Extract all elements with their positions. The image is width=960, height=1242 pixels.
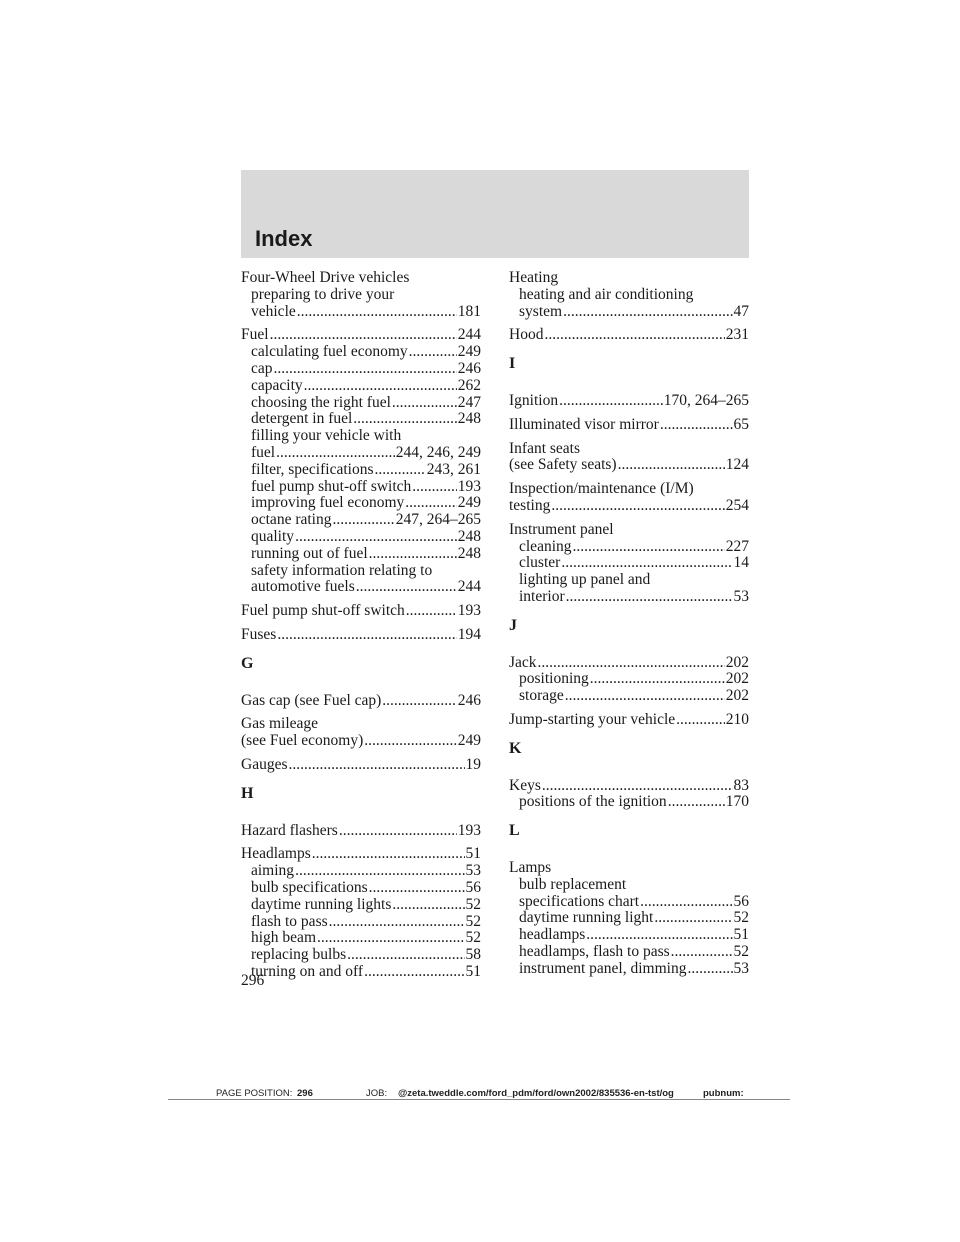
index-entry <box>241 846 481 980</box>
index-subentry <box>509 961 749 978</box>
leader-dots <box>364 733 457 750</box>
index-entry <box>241 823 481 840</box>
page-reference: 52 <box>465 912 481 930</box>
index-subentry <box>241 445 481 462</box>
leader-dots <box>339 823 457 840</box>
index-entry <box>241 270 481 320</box>
footer-rule <box>168 1099 790 1100</box>
page-reference: 231 <box>725 326 749 344</box>
leader-dots <box>274 361 457 378</box>
page-reference: 58 <box>465 946 481 964</box>
index-column-right <box>509 270 749 985</box>
index-entry-line <box>509 481 749 498</box>
leader-dots <box>544 327 724 344</box>
leader-dots <box>276 445 395 462</box>
entry-text: Instrument panel <box>509 520 614 538</box>
page-reference: 181 <box>457 302 481 320</box>
entry-text: instrument panel, dimming <box>519 959 687 977</box>
index-subentry <box>241 930 481 947</box>
index-subentry <box>241 395 481 412</box>
entry-text: (see Fuel economy) <box>241 732 364 750</box>
leader-dots <box>671 944 733 961</box>
page-reference: 51 <box>465 962 481 980</box>
page-number: 296 <box>241 972 265 989</box>
index-subentry <box>241 428 481 445</box>
page-reference: 65 <box>733 415 749 433</box>
page-reference: 170, 264–265 <box>663 391 749 409</box>
index-subentry <box>509 927 749 944</box>
entry-text: aiming <box>251 862 295 880</box>
index-subentry <box>241 304 481 321</box>
index-entry-line <box>241 716 481 733</box>
leader-dots <box>405 495 457 512</box>
footer-position-label: PAGE POSITION: <box>216 1088 293 1099</box>
footer-position-value: 296 <box>297 1088 313 1099</box>
entry-text: vehicle <box>251 302 296 320</box>
entry-text: filter, specifications <box>251 460 374 478</box>
index-column-left <box>241 270 481 988</box>
leader-dots <box>329 914 465 931</box>
entry-text: Fuel <box>241 326 269 344</box>
index-entry <box>509 327 749 344</box>
leader-dots <box>369 546 457 563</box>
leader-dots <box>270 327 457 344</box>
index-entry <box>241 327 481 596</box>
index-entry-line <box>509 778 749 795</box>
leader-dots <box>660 417 733 434</box>
entry-text: Keys <box>509 776 541 794</box>
footer-job-label: JOB: <box>366 1088 388 1099</box>
index-subentry <box>509 539 749 556</box>
entry-text: Jack <box>509 653 537 671</box>
index-entry <box>509 481 749 515</box>
index-entry-line <box>241 823 481 840</box>
entry-text: testing <box>509 496 551 514</box>
index-entry <box>509 270 749 320</box>
entry-text: improving fuel economy <box>251 494 405 512</box>
page-reference: 52 <box>465 929 481 947</box>
leader-dots <box>573 539 725 556</box>
index-entry-line <box>241 627 481 644</box>
index-subentry <box>241 479 481 496</box>
entry-text: specifications chart <box>519 892 640 910</box>
index-subentry <box>509 944 749 961</box>
index-subentry <box>509 877 749 894</box>
entry-text: positioning <box>519 670 589 688</box>
page-reference: 124 <box>725 456 749 474</box>
index-entry-line <box>509 712 749 729</box>
entry-text: Illuminated visor mirror <box>509 415 659 433</box>
index-subentry <box>509 910 749 927</box>
entry-text: Headlamps <box>241 845 311 863</box>
entry-text: fuel <box>251 443 276 461</box>
index-entry <box>509 778 749 812</box>
index-entry-line <box>509 498 749 515</box>
entry-text: bulb replacement <box>519 875 627 893</box>
section-letter: J <box>509 616 517 634</box>
leader-dots <box>409 344 457 361</box>
entry-text: running out of fuel <box>251 544 368 562</box>
leader-dots <box>412 479 456 496</box>
page-reference: 244 <box>457 326 481 344</box>
index-entry-line <box>241 270 481 287</box>
entry-text: Hazard flashers <box>241 821 338 839</box>
entry-text: interior <box>519 587 565 605</box>
entry-text: choosing the right fuel <box>251 393 391 411</box>
page-reference: 246 <box>457 691 481 709</box>
leader-dots <box>295 529 457 546</box>
index-entry <box>241 757 481 774</box>
entry-text: Ignition <box>509 391 559 409</box>
index-entry <box>509 712 749 729</box>
entry-text: Infant seats <box>509 439 581 457</box>
entry-text: safety information relating to <box>251 561 433 579</box>
page-reference: 202 <box>725 687 749 705</box>
page-reference: 47 <box>733 302 749 320</box>
index-subentry <box>241 462 481 479</box>
page-reference: 248 <box>457 527 481 545</box>
entry-text: (see Safety seats) <box>509 456 617 474</box>
index-subentry <box>241 914 481 931</box>
leader-dots <box>687 961 732 978</box>
page-reference: 14 <box>733 554 749 572</box>
leader-dots <box>289 757 465 774</box>
index-subentry <box>241 512 481 529</box>
entry-text: fuel pump shut-off switch <box>251 477 412 495</box>
index-entry-line <box>509 457 749 474</box>
entry-text: Jump-starting your vehicle <box>509 710 676 728</box>
leader-dots <box>295 863 464 880</box>
leader-dots <box>353 411 456 428</box>
leader-dots <box>347 947 464 964</box>
page-reference: 243, 261 <box>426 460 481 478</box>
index-entry-line <box>241 693 481 710</box>
index-header-band <box>241 170 749 258</box>
index-subentry <box>509 794 749 811</box>
page-reference: 193 <box>457 477 481 495</box>
leader-dots <box>277 627 456 644</box>
entry-text: preparing to drive your <box>251 285 395 303</box>
index-entry <box>509 860 749 978</box>
entry-text: heating and air conditioning <box>519 285 694 303</box>
page-reference: 244, 246, 249 <box>395 443 481 461</box>
page-reference: 202 <box>725 653 749 671</box>
page-reference: 248 <box>457 410 481 428</box>
leader-dots <box>332 512 394 529</box>
entry-text: flash to pass <box>251 912 328 930</box>
entry-text: replacing bulbs <box>251 946 347 964</box>
leader-dots <box>542 778 733 795</box>
index-subentry <box>509 671 749 688</box>
page-reference: 247, 264–265 <box>395 511 481 529</box>
entry-text: positions of the ignition <box>519 793 667 811</box>
entry-text: detergent in fuel <box>251 410 353 428</box>
index-entry <box>509 522 749 606</box>
page-reference: 52 <box>465 895 481 913</box>
index-entry-line <box>509 393 749 410</box>
entry-text: Heating <box>509 269 559 286</box>
entry-text: quality <box>251 527 295 545</box>
page-reference: 170 <box>725 793 749 811</box>
index-entry <box>509 655 749 705</box>
leader-dots <box>297 304 457 321</box>
leader-dots <box>676 712 725 729</box>
entry-text: bulb specifications <box>251 878 368 896</box>
index-subentry <box>241 361 481 378</box>
leader-dots <box>312 846 465 863</box>
leader-dots <box>565 688 725 705</box>
entry-text: Gauges <box>241 755 288 773</box>
page-reference: 249 <box>457 494 481 512</box>
page-reference: 53 <box>733 959 749 977</box>
leader-dots <box>563 304 732 321</box>
index-entry <box>241 693 481 710</box>
entry-text: filling your vehicle with <box>251 427 402 445</box>
leader-dots <box>406 603 457 620</box>
leader-dots <box>369 880 465 897</box>
index-entry-line <box>509 417 749 434</box>
page-title: Index <box>255 226 313 251</box>
leader-dots <box>586 927 732 944</box>
leader-dots <box>392 897 464 914</box>
leader-dots <box>317 930 465 947</box>
section-letter: H <box>241 784 254 802</box>
leader-dots <box>364 964 464 981</box>
leader-dots <box>551 498 724 515</box>
entry-text: Fuses <box>241 625 277 643</box>
page-reference: 53 <box>465 862 481 880</box>
entry-text: Inspection/maintenance (I/M) <box>509 480 694 498</box>
index-subentry <box>509 589 749 606</box>
entry-text: automotive fuels <box>251 578 355 596</box>
leader-dots <box>618 457 725 474</box>
page-reference: 244 <box>457 578 481 596</box>
index-subentry <box>241 880 481 897</box>
entry-text: Gas mileage <box>241 715 319 733</box>
page-reference: 246 <box>457 359 481 377</box>
index-entry <box>509 417 749 434</box>
entry-text: capacity <box>251 376 303 394</box>
index-subentry <box>241 411 481 428</box>
page-reference: 262 <box>457 376 481 394</box>
index-subentry <box>241 964 481 981</box>
leader-dots <box>654 910 732 927</box>
index-entry-line <box>241 603 481 620</box>
leader-dots <box>668 794 725 811</box>
index-subentry <box>509 555 749 572</box>
entry-text: Fuel pump shut-off switch <box>241 602 405 620</box>
leader-dots <box>559 393 663 410</box>
index-subentry <box>509 304 749 321</box>
index-subentry <box>241 495 481 512</box>
entry-text: daytime running light <box>519 909 654 927</box>
leader-dots <box>304 378 457 395</box>
index-entry-line <box>241 327 481 344</box>
entry-text: storage <box>519 687 564 705</box>
page-reference: 56 <box>465 878 481 896</box>
index-entry-line <box>509 655 749 672</box>
page-reference: 248 <box>457 544 481 562</box>
leader-dots <box>382 693 456 710</box>
page-reference: 51 <box>465 845 481 863</box>
entry-text: lighting up panel and <box>519 571 651 589</box>
leader-dots <box>566 589 733 606</box>
section-letter: G <box>241 654 254 672</box>
entry-text: system <box>519 302 563 320</box>
entry-text: cluster <box>519 554 561 572</box>
index-subentry <box>241 529 481 546</box>
entry-text: cap <box>251 359 273 377</box>
index-entry-line <box>241 846 481 863</box>
page-reference: 19 <box>465 755 481 773</box>
page-reference: 193 <box>457 821 481 839</box>
index-entry-line <box>509 327 749 344</box>
page-reference: 52 <box>733 909 749 927</box>
index-subentry <box>241 579 481 596</box>
index-entry <box>509 393 749 410</box>
page-reference: 249 <box>457 343 481 361</box>
page-reference: 202 <box>725 670 749 688</box>
index-entry-line <box>509 860 749 877</box>
index-subentry <box>241 378 481 395</box>
index-entry <box>241 716 481 750</box>
leader-dots <box>561 555 732 572</box>
entry-text: calculating fuel economy <box>251 343 408 361</box>
index-entry-line <box>509 441 749 458</box>
index-subentry <box>509 894 749 911</box>
entry-text: headlamps <box>519 926 586 944</box>
entry-text: Hood <box>509 326 544 344</box>
leader-dots <box>590 671 725 688</box>
entry-text: cleaning <box>519 537 572 555</box>
index-entry <box>241 627 481 644</box>
leader-dots <box>640 894 732 911</box>
leader-dots <box>374 462 425 479</box>
entry-text: daytime running lights <box>251 895 392 913</box>
footer-job-value: @zeta.tweddle.com/ford_pdm/ford/own2002/835536-en-tst/og <box>398 1088 674 1099</box>
page-reference: 249 <box>457 732 481 750</box>
footer-pubnum-label: pubnum: <box>703 1088 744 1099</box>
page-reference: 227 <box>725 537 749 555</box>
page-reference: 254 <box>725 496 749 514</box>
page-reference: 53 <box>733 587 749 605</box>
page-reference: 51 <box>733 926 749 944</box>
index-subentry <box>509 572 749 589</box>
section-letter: I <box>509 355 516 373</box>
index-subentry <box>241 897 481 914</box>
page-reference: 210 <box>725 710 749 728</box>
index-entry-line <box>509 522 749 539</box>
page-reference: 83 <box>733 776 749 794</box>
index-entry-line <box>241 733 481 750</box>
index-subentry <box>241 563 481 580</box>
leader-dots <box>356 579 457 596</box>
entry-text: turning on and off <box>251 962 364 980</box>
index-subentry <box>509 688 749 705</box>
index-subentry <box>241 947 481 964</box>
index-subentry <box>241 287 481 304</box>
index-entry-line <box>241 757 481 774</box>
section-letter: K <box>509 739 522 757</box>
page-reference: 193 <box>457 602 481 620</box>
index-subentry <box>509 287 749 304</box>
index-subentry <box>241 344 481 361</box>
index-entry <box>241 603 481 620</box>
index-entry <box>509 441 749 475</box>
index-subentry <box>241 546 481 563</box>
leader-dots <box>392 395 457 412</box>
index-subentry <box>241 863 481 880</box>
page-reference: 56 <box>733 892 749 910</box>
entry-text: Four-Wheel Drive vehicles <box>241 269 410 286</box>
section-letter: L <box>509 822 520 840</box>
page-reference: 52 <box>733 942 749 960</box>
entry-text: octane rating <box>251 511 332 529</box>
leader-dots <box>538 655 725 672</box>
entry-text: Lamps <box>509 858 552 876</box>
entry-text: headlamps, flash to pass <box>519 942 670 960</box>
entry-text: Gas cap (see Fuel cap) <box>241 691 382 709</box>
entry-text: high beam <box>251 929 316 947</box>
page-reference: 247 <box>457 393 481 411</box>
index-entry-line <box>509 270 749 287</box>
page-reference: 194 <box>457 625 481 643</box>
